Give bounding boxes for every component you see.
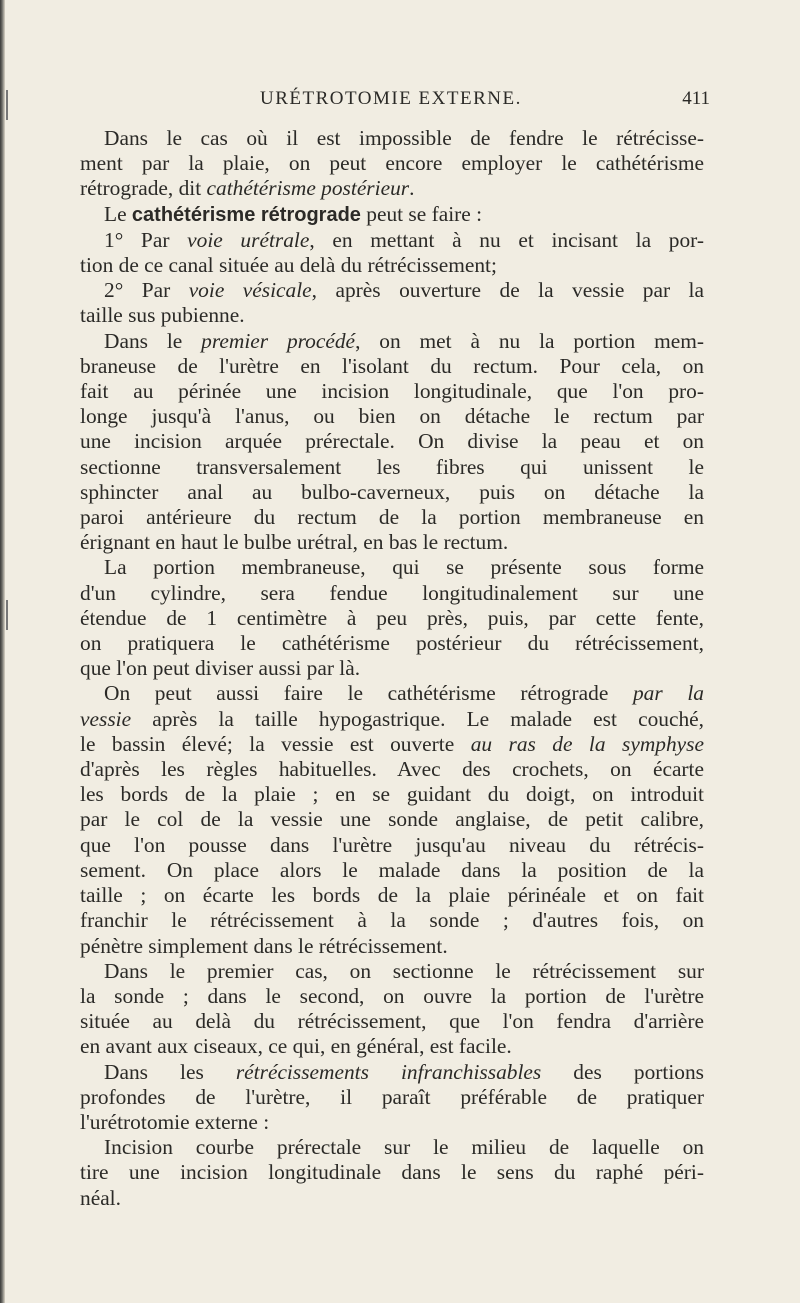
text-line	[80, 883, 704, 908]
text-run: 2° Par	[104, 278, 189, 303]
text-run: rétrograde, dit	[80, 176, 207, 201]
text-run: d'un cylindre, sera fendue longitudinalement sur une	[80, 580, 704, 605]
text-line	[80, 833, 704, 858]
margin-mark	[6, 90, 8, 120]
text-run: franchir le rétrécissement à la sonde ; d'autres fois, on	[80, 908, 704, 933]
text-run: sement. On place alors le malade dans la position de la	[80, 857, 704, 882]
text-line	[80, 631, 704, 656]
text-run: profondes de l'urètre, il paraît préférable de pratiquer	[80, 1084, 704, 1109]
text-line	[80, 934, 704, 959]
page-binding-edge	[0, 0, 5, 1303]
text-line	[80, 1034, 704, 1059]
text-run: longe jusqu'à l'anus, ou bien on détache le rectum par	[80, 404, 704, 429]
text-run: sphincter anal au bulbo-caverneux, puis on détache la	[80, 479, 704, 504]
text-line	[80, 278, 704, 303]
text-run: tion de ce canal située au delà du rétrécissement;	[80, 253, 497, 278]
paragraph	[80, 278, 704, 328]
text-run: la sonde ; dans le second, on ouvre la portion de l'urètre	[80, 983, 704, 1008]
page-number: 411	[682, 88, 710, 109]
text-run: des portions	[541, 1059, 704, 1084]
text-line	[80, 480, 704, 505]
text-line	[80, 732, 704, 757]
text-line	[80, 959, 704, 984]
text-run: néal.	[80, 1185, 121, 1210]
paragraph	[80, 555, 704, 681]
text-run: tire une incision longitudinale dans le sens du raphé péri-	[80, 1160, 704, 1185]
paragraph	[80, 1060, 704, 1136]
paragraph	[80, 126, 704, 202]
text-run: pénètre simplement dans le rétrécissement.	[80, 933, 448, 958]
text-run: ment par la plaie, on peut encore employer le cathétérisme	[80, 151, 704, 176]
text-run: les bords de la plaie ; en se guidant du doigt, on introduit	[80, 782, 704, 807]
text-run: étendue de 1 centimètre à peu près, puis, par cette fente,	[80, 605, 704, 630]
text-run: que l'on pousse dans l'urètre jusqu'au niveau du rétrécis-	[80, 832, 704, 857]
text-line	[80, 656, 704, 681]
text-line	[80, 1135, 704, 1160]
running-head: URÉTROTOMIE EXTERNE.	[260, 88, 522, 109]
text-line	[80, 455, 704, 480]
bold-text: cathétérisme rétrograde	[131, 203, 361, 226]
paragraph	[80, 1135, 704, 1211]
text-run: Le	[104, 201, 132, 226]
text-run: une incision arquée prérectale. On divise la peau et on	[80, 429, 704, 454]
body-text	[80, 126, 704, 1211]
italic-text: premier procédé	[201, 328, 356, 353]
text-run: érignant en haut le bulbe urétral, en bas le rectum.	[80, 530, 509, 555]
text-run: d'après les règles habituelles. Avec des crochets, on écarte	[80, 757, 704, 782]
text-run: Dans le cas où il est impossible de fendre le rétrécisse-	[104, 126, 704, 150]
text-line	[80, 1060, 704, 1085]
text-run: 1° Par	[104, 227, 188, 252]
text-run: que l'on peut diviser aussi par là.	[80, 656, 361, 681]
page-header	[80, 88, 710, 114]
text-run: sectionne transversalement les fibres qui unissent le	[80, 454, 704, 479]
text-line	[80, 429, 704, 454]
text-run: taille sus pubienne.	[80, 303, 245, 328]
paragraph	[80, 681, 704, 958]
italic-text: cathétérisme postérieur	[206, 176, 410, 201]
italic-text: voie vésicale	[188, 278, 312, 303]
paragraph	[80, 202, 704, 228]
text-run: peut se faire :	[360, 201, 483, 226]
text-line	[80, 1009, 704, 1034]
text-run: Dans le	[104, 328, 202, 353]
text-line	[80, 126, 704, 151]
text-line	[80, 1160, 704, 1185]
text-run: paroi antérieure du rectum de la portion membraneuse en	[80, 505, 704, 530]
italic-text: voie urétrale	[187, 227, 310, 252]
text-line	[80, 1110, 704, 1135]
text-line	[80, 707, 704, 732]
text-run: , après ouverture de la vessie par la	[311, 278, 704, 303]
text-line	[80, 303, 704, 328]
margin-mark	[6, 600, 8, 630]
text-run: On peut aussi faire le cathétérisme rétrograde	[104, 681, 633, 706]
text-line	[80, 858, 704, 883]
text-line	[80, 253, 704, 278]
text-run: par le col de la vessie une sonde anglaise, de petit calibre,	[80, 807, 704, 832]
text-run: Dans le premier cas, on sectionne le rétrécissement sur	[104, 958, 704, 983]
text-line	[80, 807, 704, 832]
text-run: taille ; on écarte les bords de la plaie périnéale et on fait	[80, 883, 704, 908]
text-run: en avant aux ciseaux, ce qui, en général, est facile.	[80, 1034, 512, 1059]
text-line	[80, 984, 704, 1009]
text-line	[80, 681, 704, 706]
text-line	[80, 329, 704, 354]
italic-text: par la	[632, 681, 705, 706]
text-run: on pratiquera le cathétérisme postérieur du rétrécissement,	[80, 631, 704, 656]
text-run: braneuse de l'urètre en l'isolant du rectum. Pour cela, on	[80, 353, 704, 378]
text-line	[80, 354, 704, 379]
paragraph	[80, 228, 704, 278]
paragraph	[80, 959, 704, 1060]
text-run: La portion membraneuse, qui se présente sous forme	[104, 555, 704, 580]
text-run: .	[409, 176, 415, 201]
text-run: l'urétrotomie externe :	[80, 1109, 270, 1134]
text-line	[80, 379, 704, 404]
italic-text: rétrécissements infranchissables	[235, 1059, 542, 1084]
italic-text: au ras de la symphyse	[470, 731, 704, 756]
text-line	[80, 228, 704, 253]
text-line	[80, 782, 704, 807]
text-line	[80, 1186, 704, 1211]
text-run: située au delà du rétrécissement, que l'on fendra d'arrière	[80, 1009, 704, 1034]
text-line	[80, 757, 704, 782]
text-line	[80, 908, 704, 933]
text-line	[80, 176, 704, 201]
text-line	[80, 202, 704, 228]
text-run: , en mettant à nu et incisant la por-	[309, 227, 704, 252]
text-line	[80, 530, 704, 555]
text-line	[80, 1085, 704, 1110]
text-line	[80, 151, 704, 176]
text-run: le bassin élevé; la vessie est ouverte	[80, 731, 471, 756]
text-line	[80, 581, 704, 606]
text-run: Dans les	[104, 1059, 236, 1084]
paragraph	[80, 329, 704, 556]
text-line	[80, 555, 704, 580]
text-run: fait au périnée une incision longitudinale, que l'on pro-	[80, 379, 704, 404]
text-run: , on met à nu la portion mem-	[355, 328, 704, 353]
text-run: après la taille hypogastrique. Le malade est couché,	[131, 706, 704, 731]
text-run: Incision courbe prérectale sur le milieu de laquelle on	[104, 1135, 704, 1160]
italic-text: vessie	[80, 706, 132, 731]
text-line	[80, 606, 704, 631]
text-line	[80, 505, 704, 530]
text-line	[80, 404, 704, 429]
